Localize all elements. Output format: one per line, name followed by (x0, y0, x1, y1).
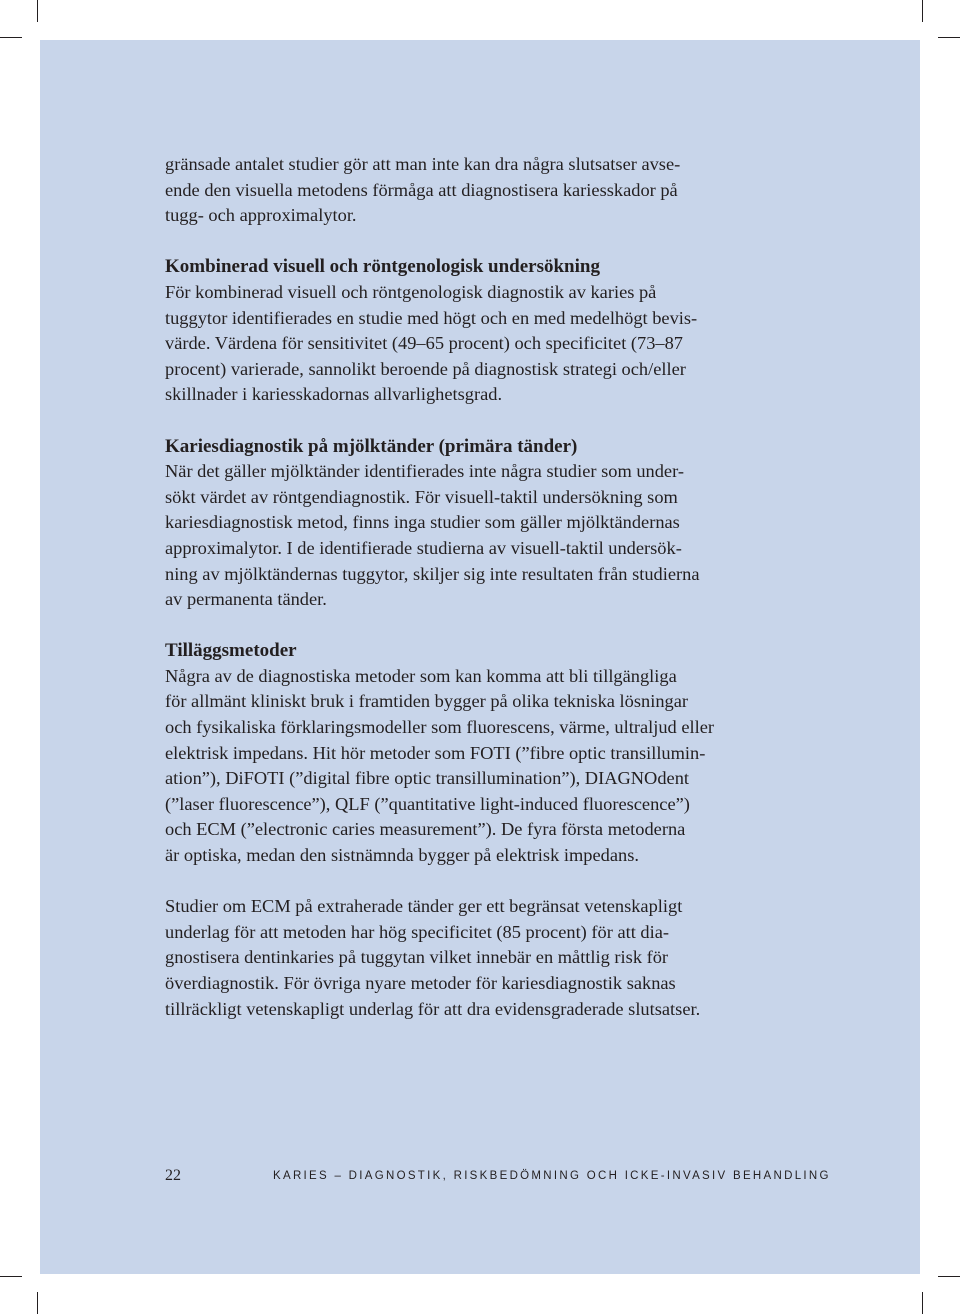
paragraph-gap (165, 613, 765, 639)
text-line: ende den visuella metodens förmåga att diagnostisera kariesskador på (165, 179, 678, 200)
text-line: tillräckligt vetenskapligt underlag för att dra evidensgraderade slutsatser. (165, 998, 701, 1019)
text-line: är optiska, medan den sistnämnda bygger på elektrisk impedans. (165, 845, 639, 866)
section-heading: Tilläggsmetoder (165, 640, 297, 662)
text-line: approximalytor. I de identifierade studierna av visuell-taktil undersök- (165, 537, 682, 558)
crop-mark (922, 0, 923, 22)
paragraph-gap (165, 229, 765, 255)
text-line: sökt värdet av röntgendiagnostik. För visuell-taktil undersökning som (165, 486, 678, 507)
text-line: ning av mjölktändernas tuggytor, skiljer sig inte resultaten från studierna (165, 563, 700, 584)
crop-mark (0, 37, 22, 38)
text-line: Studier om ECM på extraherade tänder ger ett begränsat vetenskapligt (165, 896, 683, 917)
section-heading: Kombinerad visuell och röntgenologisk undersökning (165, 256, 600, 278)
text-line: överdiagnostik. För övriga nyare metoder för kariesdiagnostik saknas (165, 973, 676, 993)
text-line: och fysikaliska förklaringsmodeller som fluorescens, värme, ultraljud eller (165, 717, 714, 738)
crop-mark (938, 37, 960, 38)
text-line: gränsade antalet studier gör att man inte kan dra några slutsatser avse- (165, 154, 681, 174)
text-line: underlag för att metoden har hög specificitet (85 procent) för att dia- (165, 921, 670, 942)
text-line: tugg- och approximalytor. (165, 205, 357, 226)
text-line: värde. Värdena för sensitivitet (49–65 procent) och specificitet (73–87 (165, 333, 683, 354)
text-line: elektrisk impedans. Hit hör metoder som FOTI (”fibre optic transillumin- (165, 742, 706, 763)
text-line: för allmänt kliniskt bruk i framtiden bygger på olika tekniska lösningar (165, 691, 688, 712)
crop-mark (938, 1276, 960, 1277)
crop-mark (922, 1292, 923, 1314)
text-line: ation”), DiFOTI (”digital fibre optic transillumination”), DIAGNOdent (165, 768, 689, 789)
section-heading: Kariesdiagnostik på mjölktänder (primära tänder) (165, 435, 578, 457)
crop-mark (37, 1292, 38, 1314)
text-line: tuggytor identifierades en studie med högt och en med medelhögt bevis- (165, 307, 698, 328)
crop-mark (0, 1276, 22, 1277)
text-line: Några av de diagnostiska metoder som kan komma att bli tillgängliga (165, 665, 677, 686)
crop-mark (37, 0, 38, 22)
text-line: gnostisera dentinkaries på tuggytan vilket innebär en måttlig risk för (165, 947, 669, 968)
paragraph-gap (165, 869, 765, 895)
text-line: När det gäller mjölktänder identifierades inte några studier som under- (165, 461, 684, 482)
text-line: och ECM (”electronic caries measurement”). De fyra första metoderna (165, 819, 686, 840)
body-text (165, 152, 765, 1022)
text-line: av permanenta tänder. (165, 589, 327, 610)
text-line: kariesdiagnostisk metod, finns inga studier som gäller mjölktändernas (165, 512, 680, 533)
text-line: skillnader i kariesskadornas allvarlighetsgrad. (165, 384, 503, 405)
running-title: KARIES – DIAGNOSTIK, RISKBEDÖMNING OCH ICKE-INVASIV BEHANDLING (273, 1170, 831, 1182)
text-line: För kombinerad visuell och röntgenologisk diagnostik av karies på (165, 281, 657, 302)
text-line: procent) varierade, sannolikt beroende på diagnostisk strategi och/eller (165, 358, 686, 379)
page-number: 22 (165, 1167, 181, 1184)
text-line: (”laser fluorescence”), QLF (”quantitative light-induced fluorescence”) (165, 793, 690, 814)
paragraph-gap (165, 408, 765, 434)
